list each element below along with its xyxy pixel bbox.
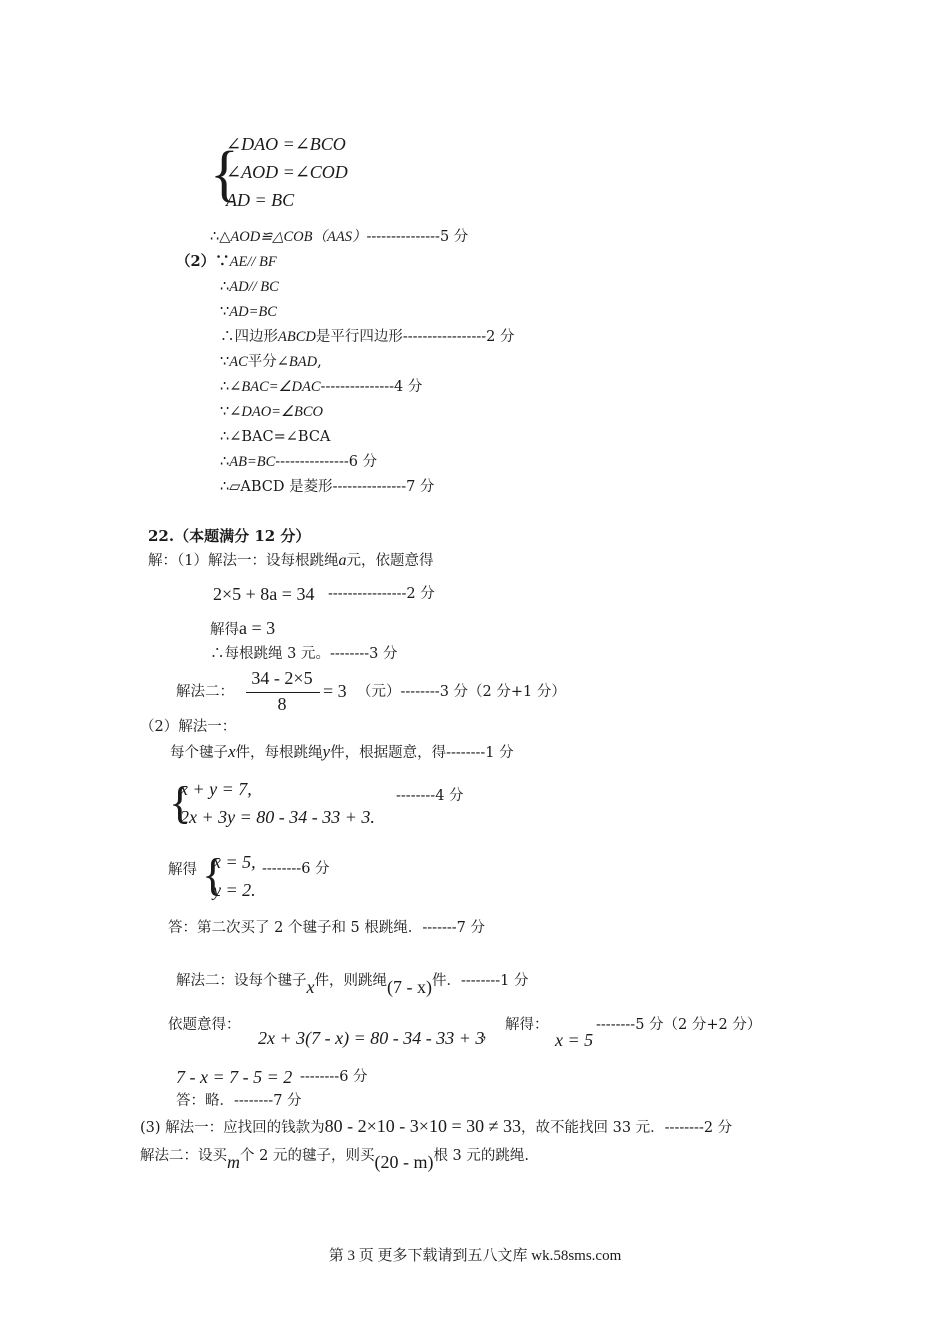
system-brace: { — [210, 138, 239, 208]
proof2-line-9: ∴AB=BC---------------6 分 — [220, 454, 378, 470]
q22-answer-1: 答：第二次买了 2 个毽子和 5 根跳绳．-------7 分 — [168, 920, 486, 936]
q22-method2-score: （元）--------3 分（2 分+1 分） — [357, 684, 566, 700]
q22-equation-solve-label: 解得： — [505, 1017, 549, 1033]
q22-part3-method2: 解法二：设买m个 2 元的毽子，则买(20 - m)根 3 元的跳绳. — [140, 1148, 529, 1172]
q22-title: 22.（本题满分 12 分） — [148, 527, 311, 545]
proof2-line-2: ∴AD// BC — [220, 279, 279, 295]
q22-fraction-numerator: 34 - 2×5 — [251, 668, 313, 688]
q22-system-line-1: x + y = 7, — [180, 779, 252, 799]
system-line-2: ∠AOD =∠COD — [226, 162, 348, 182]
proof2-line-3: ∵AD=BC — [220, 304, 277, 320]
q22-solve-line-1: x = 5, — [213, 852, 256, 872]
q22-solve-label: 解得 — [168, 862, 197, 878]
proof2-line-8: ∴∠BAC=∠BCA — [220, 429, 331, 445]
q22-part2-label: （2）解法一： — [140, 719, 237, 735]
q22-equation-1-score: ----------------2 分 — [328, 586, 435, 602]
congruence-conclusion: ∴△AOD≌△COB（AAS）---------------5 分 — [210, 229, 469, 245]
q22-equation-label: 依题意得： — [168, 1017, 241, 1033]
proof2-line-1: （2）∵AE// BF — [176, 253, 277, 270]
q22-system-line-2: 2x + 3y = 80 - 34 - 33 + 3. — [180, 807, 375, 827]
proof2-line-6: ∴∠BAC=∠DAC---------------4 分 — [220, 379, 423, 395]
proof2-line-7: ∵∠DAO=∠BCO — [220, 404, 323, 420]
q22-equation-score: --------5 分（2 分+2 分） — [596, 1017, 762, 1033]
q22-calc: 7 - x = 7 - 5 = 2 — [176, 1067, 293, 1087]
page-footer: 第 3 页 更多下载请到五八文库 wk.58sms.com — [328, 1248, 622, 1264]
q22-system-brace: { — [169, 777, 192, 828]
proof2-line-5: ∵AC平分∠BAD, — [220, 354, 322, 370]
q22-part3: (3) 解法一：应找回的钱款为80 - 2×10 - 3×10 = 30 ≠ 33，故不能找回 33 元．--------2 分 — [140, 1116, 733, 1136]
proof2-line-4: ∴四边形ABCD是平行四边形-----------------2 分 — [220, 329, 515, 345]
system-line-3: AD = BC — [226, 190, 295, 210]
q22-fraction-bar — [246, 692, 320, 693]
q22-method2b-setup: 解法二：设每个毽子x件，则跳绳(7 - x)件．--------1 分 — [176, 973, 529, 997]
proof2-line-10: ∴▱ABCD 是菱形---------------7 分 — [220, 479, 435, 495]
q22-intro: 解：（1）解法一：设每根跳绳a元，依题意得 — [148, 552, 434, 569]
q22-equation-1: 2×5 + 8a = 34 — [213, 584, 315, 604]
q22-solution: 解得a = 3 — [210, 618, 276, 638]
q22-calc-score: --------6 分 — [300, 1069, 368, 1085]
q22-equation-solve: x = 5 — [555, 1030, 594, 1050]
q22-system-score: --------4 分 — [396, 788, 464, 804]
q22-equation-comma: ， — [482, 1026, 497, 1042]
system-line-1: ∠DAO =∠BCO — [226, 134, 346, 154]
q22-conclusion: ∴每根跳绳 3 元。--------3 分 — [210, 646, 398, 662]
q22-fraction-result: = 3 — [323, 681, 347, 701]
q22-fraction-denominator: 8 — [277, 694, 287, 714]
q22-answer-2: 答：略．--------7 分 — [176, 1093, 302, 1109]
q22-solve-score: --------6 分 — [262, 861, 330, 877]
q22-solve-line-2: y = 2. — [213, 880, 256, 900]
q22-part2-setup: 每个毽子x件，每根跳绳y件，根据题意，得--------1 分 — [170, 742, 514, 761]
q22-equation-main: 2x + 3(7 - x) = 80 - 34 - 33 + 3 — [258, 1028, 485, 1048]
q22-solve-brace: { — [202, 849, 225, 900]
q22-method2-label: 解法二： — [176, 684, 234, 700]
